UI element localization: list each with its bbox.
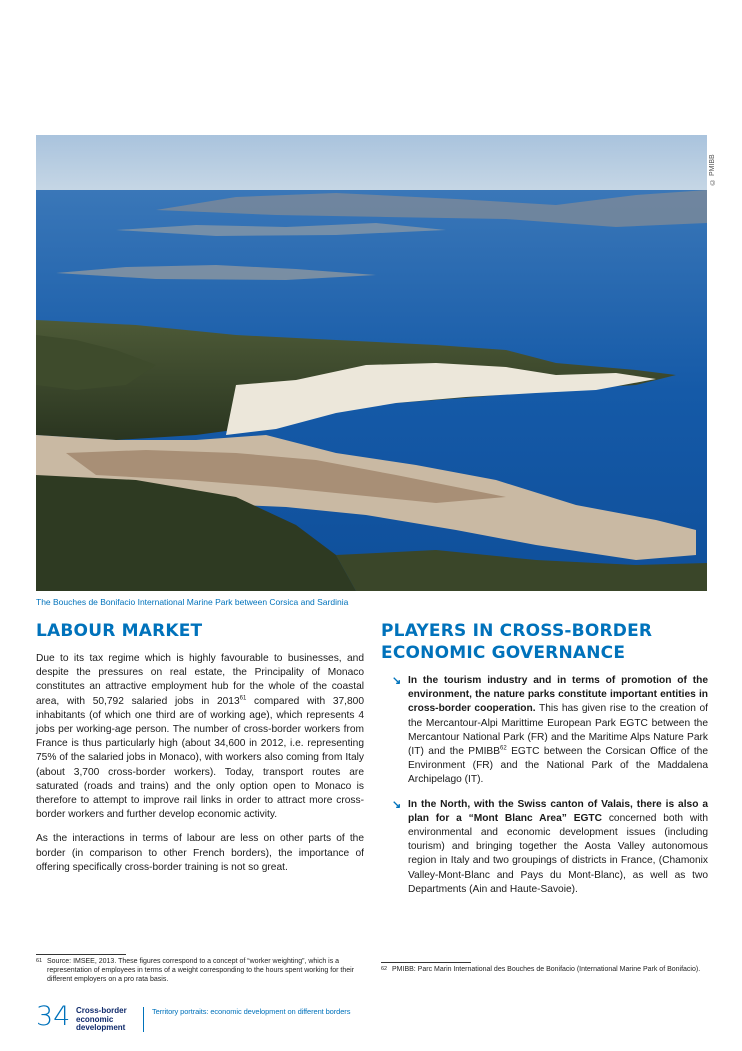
photo-caption: The Bouches de Bonifacio International Marine Park between Corsica and Sardinia xyxy=(36,597,349,607)
arrow-down-right-icon: ↘ xyxy=(392,675,402,687)
footnote-62 xyxy=(381,965,705,974)
page-number: 34 xyxy=(36,1001,71,1032)
footnote-divider-right xyxy=(381,962,471,963)
bonifacio-photo xyxy=(36,135,707,591)
section-title: Territory portraits: economic development on different borders xyxy=(152,1007,351,1016)
bullet-1-bold: In the tourism industry and in terms of promotion of the environment, the nature parks constitute important entities in cross-border cooperation. xyxy=(408,675,708,715)
labour-p1-text-a: Due to its tax regime which is highly favourable to businesses, and despite the pressures on real estate, the Principality of Monaco constitutes an attractive employment hub for the whole of the coastal area, with 50,792 salaried jobs in 2013 xyxy=(36,653,364,707)
governance-body xyxy=(392,674,708,907)
governance-heading: PLAYERS IN CROSS-BORDER ECONOMIC GOVERNANCE xyxy=(381,621,653,663)
bullet-2-bold: In the North, with the Swiss canton of Valais, there is also a plan for a “Mont Blanc Area” EGTC xyxy=(408,798,708,824)
labour-paragraph-2: As the interactions in terms of labour are less on other parts of the border (in comparison to other French borders), the importance of offering specifically cross-border training is not so great. xyxy=(36,833,364,873)
labour-paragraph-1 xyxy=(36,652,364,822)
footnote-62-text: PMIBB: Parc Marin International des Bouches de Bonifacio (International Marine Park of Bonifacio). xyxy=(392,966,701,973)
arrow-down-right-icon: ↘ xyxy=(392,798,402,811)
series-title-line-1: Cross-border xyxy=(76,1006,127,1015)
bullet-1-text-a: This has given rise to the creation of the Mercantour-Alpi Marittime European Park EGTC between the Mercantour National Park (FR) and the Maritime Alps Nature Park (IT) and the PMIBB xyxy=(408,703,708,758)
governance-bullet-1 xyxy=(392,674,708,788)
aerial-coastline-image xyxy=(36,135,707,591)
footer-divider xyxy=(143,1007,144,1032)
series-title xyxy=(76,1007,138,1033)
footnote-61-number: 61 xyxy=(36,958,43,964)
footnote-62-number: 62 xyxy=(381,966,388,972)
governance-bullet-2 xyxy=(392,798,708,897)
bullet-2-text: concerned both with environmental and economic development issues (including tourism) and bringing together the Aosta Valley autonomous region in Italy and two groupings of districts in France, (Chamonix Valley-Mont-Blanc and Pays du Mont-Blanc), as well as two Departments (Ain and Haute-Savoie). xyxy=(408,812,709,895)
footnote-ref-62: 62 xyxy=(500,745,507,752)
photo-credit: © PMIBB xyxy=(709,154,716,185)
footnote-61-text: Source: IMSEE, 2013. These figures correspond to a concept of “worker weighting”, which is a representation of employees in terms of a weight corresponding to the hours spent working for their different employers on a pro rata basis. xyxy=(47,958,354,983)
series-title-line-2: economic xyxy=(76,1014,114,1024)
labour-market-body xyxy=(36,652,364,885)
footnote-61 xyxy=(36,957,360,984)
labour-p1-text-b: compared with 37,800 inhabitants (of which one third are of working age), which represents 4 jobs per working-age person. The number of cross-border workers from France is thus particularly high (about 34,600 in 2012, i.e. representing 75% of the salaried jobs in Monaco), with workers also coming from Italy (about 3,700 cross-border workers). Today, transport routes are saturated (roads and trains) and the only option open to Monaco is therefore to attempt to improve rail links in order to attract more cross-border workers and further develop economic activity. xyxy=(36,695,364,821)
bullet-1-text-b: EGTC between the Corsican Office of the Environment (FR) and the National Park of the Maddalena Archipelago (IT). xyxy=(408,746,708,786)
series-title-line-3: development xyxy=(76,1023,126,1033)
labour-market-heading: LABOUR MARKET xyxy=(36,621,203,641)
footnote-ref-61: 61 xyxy=(239,695,247,702)
footnote-divider-left xyxy=(36,954,126,955)
